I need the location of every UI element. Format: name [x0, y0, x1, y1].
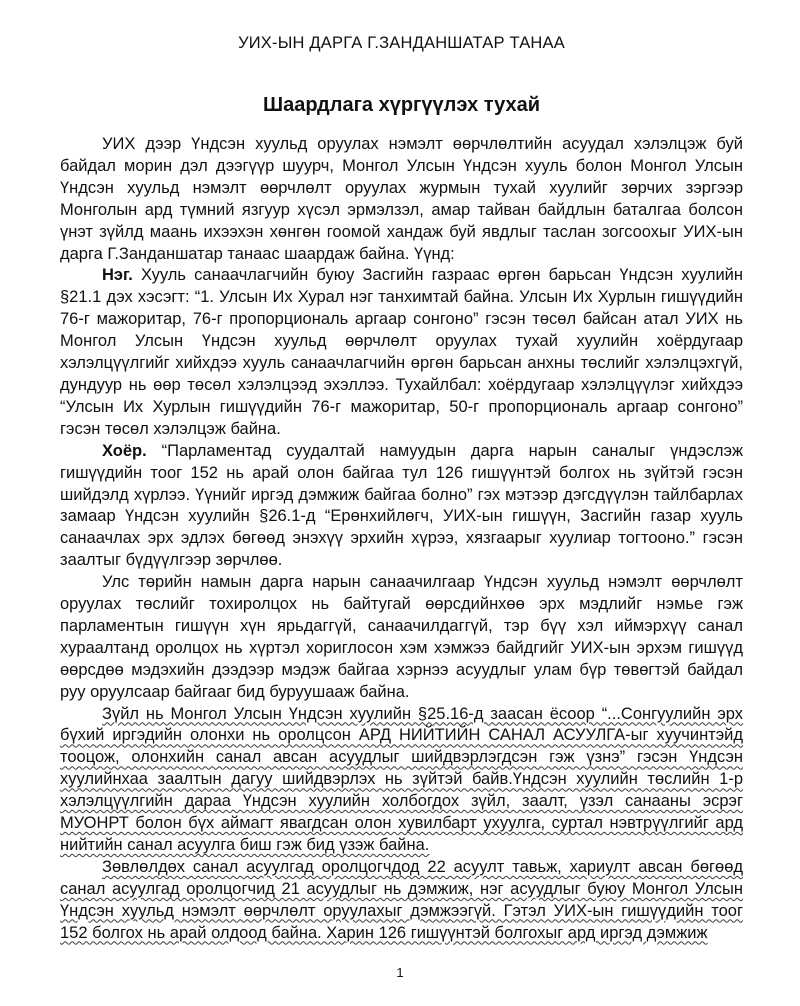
recipient-line: УИХ-ЫН ДАРГА Г.ЗАНДАНШАТАР ТАНАА: [238, 34, 565, 52]
paragraph-text-marked: Зүйл нь Монгол Улсын Үндсэн хуулийн §25.16-д заасан ёсоор “...Сонгуулийн эрх бүхий иргэдийн олонхи нь оролцсон АРД НИЙТИЙН САНАЛ АСУУЛГА-ыг хуучинтэйд тооцож, олонхийн санал авсан асуудлыг шийдвэрлэгдсэн гэж үзнэ” гэсэн Үндсэн хуулийнхаа заалтын дагуу шийдвэрлэх нь зүйтэй байв.Үндсэн хуулийн төслийн 1-р хэлэлцүүлгийн дараа Үндсэн хуулийн холбогдох зүйл, заалт, үзэл санааны эсрэг МУОНРТ болон бүх аймагт явагдсан олон хувилбарт ухуулга, суртал нэвтрүүлгийг ард нийтийн санал асуулга биш гэж бид үзэж байна.: [60, 704, 743, 854]
paragraph-one: [60, 265, 743, 440]
paragraph-text: Хууль санаачлагчийн буюу Засгийн газраас өргөн барьсан Үндсэн хуулийн §21.1 дэх хэсэгт: “1. Улсын Их Хурал нэг танхимтай байна. Улсын Их Хурлын гишүүдийн 76-г мажоритар, 76-г пропорциональ аргаар сонгоно” гэсэн төсөл байсан атал УИХ нь Монгол Улсын Үндсэн хуульд өөрчлөлт оруулах тухай хуулийн хоёрдугаар хэлэлцүүлгийг хийхдээ хууль санаачлагчийн өргөн барьсан анхны төслийг хэлэлцэхгүй, дундуур нь өөр төсөл хэлэлцээд эхэллээ. Тухайлбал: хоёрдугаар хэлэлцүүлэг хийхдээ “Улсын Их Хурлын гишүүдийн 76-г мажоритар, 50-г пропорциональ аргаар сонгоно” гэсэн төсөл хэлэлцэж байна.: [60, 266, 743, 438]
paragraph-intro: [60, 134, 743, 265]
paragraph-referendum: [60, 704, 743, 857]
paragraph-lead: Хоёр.: [102, 441, 147, 460]
paragraph-text: “Парламентад суудалтай намуудын дарга нарын саналыг үндэслэж гишүүдийн тоог 152 нь арай олон байгаа тул 126 гишүүнтэй болгох нь зүйтэй гэсэн шийдэлд хүрлээ. Үүнийг иргэд дэмжиж байгаа болно” гэх мэтээр дэгсдүүлэн тайлбарлах замаар Үндсэн хуулийн §26.1-д “Ерөнхийлөгч, УИХ-ын гишүүн, Засгийн газар хууль санаачлах эрх эдлэх бөгөөд энэхүү эрхийн хүрээ, хязгаарыг хуулиар тогтооно.” гэсэн заалтыг бүдүүлгээр зөрчлөө.: [60, 441, 743, 570]
paragraph-text-marked: Зөвлөлдөх санал асуулгад оролцогчдод 22 асуулт тавьж, хариулт авсан бөгөөд санал асуулгад оролцогчид 21 асуудлыг нь дэмжиж, нэг асуудлыг буюу Монгол Улсын Үндсэн хуульд нэмэлт өөрчлөлт оруулахыг дэмжээгүй. Гэтэл УИХ-ын гишүүдийн тоог 152 болгох нь арай олдоод байна. Харин 126 гишүүнтэй болгохыг ард иргэд дэмжиж: [60, 857, 743, 942]
paragraph-party-leaders: [60, 572, 743, 703]
paragraph-text: УИХ дээр Үндсэн хуульд оруулах нэмэлт өөрчлөлтийн асуудал хэлэлцэж буй байдал морин дэл дээгүүр шуурч, Монгол Улсын Үндсэн хууль болон Монгол Улсын Үндсэн хуульд нэмэлт өөрчлөлт оруулах журмын тухай хуулийг зөрчих зэргээр Монголын ард түмний язгуур хүсэл эрмэлзэл, амар тайван байдлын баталгаа болсон үнэт зүйлд маань ихээхэн хөнгөн гоомой хандаж буй явдлыг таслан зогсоохыг УИХ-ын дарга Г.Занданшатар танаас шаардаж байна. Үүнд:: [60, 135, 743, 263]
paragraph-lead: Нэг.: [102, 266, 133, 285]
document-body: [60, 134, 743, 945]
document-title: Шаардлага хүргүүлэх тухай: [262, 94, 540, 116]
paragraph-text: Улс төрийн намын дарга нарын санаачилгаар Үндсэн хуульд нэмэлт өөрчлөлт оруулах төслийг тохиролцох нь байтугай өөрсдийнхөө эрх мэдлийг нэмье гэж парламентын гишүүн хүн ярьдаггүй, санаачилдаггүй, тэр бүү хэл иймэрхүү санал хураалтанд оролцох нь хүртэл хориглосон хэм хэмжээ байдгийг УИХ-ын эрхэм гишүүд өөрсдөө мэдэхийн дээдээр мэдэж байгаа хэрнээ асуудлыг улам бүр төвөгтэй байдал руу оруулсаар байгааг бид буруушааж байна.: [60, 573, 743, 701]
paragraph-two: [60, 441, 743, 572]
paragraph-consultation: [60, 857, 743, 945]
page-number: 1: [396, 965, 404, 980]
